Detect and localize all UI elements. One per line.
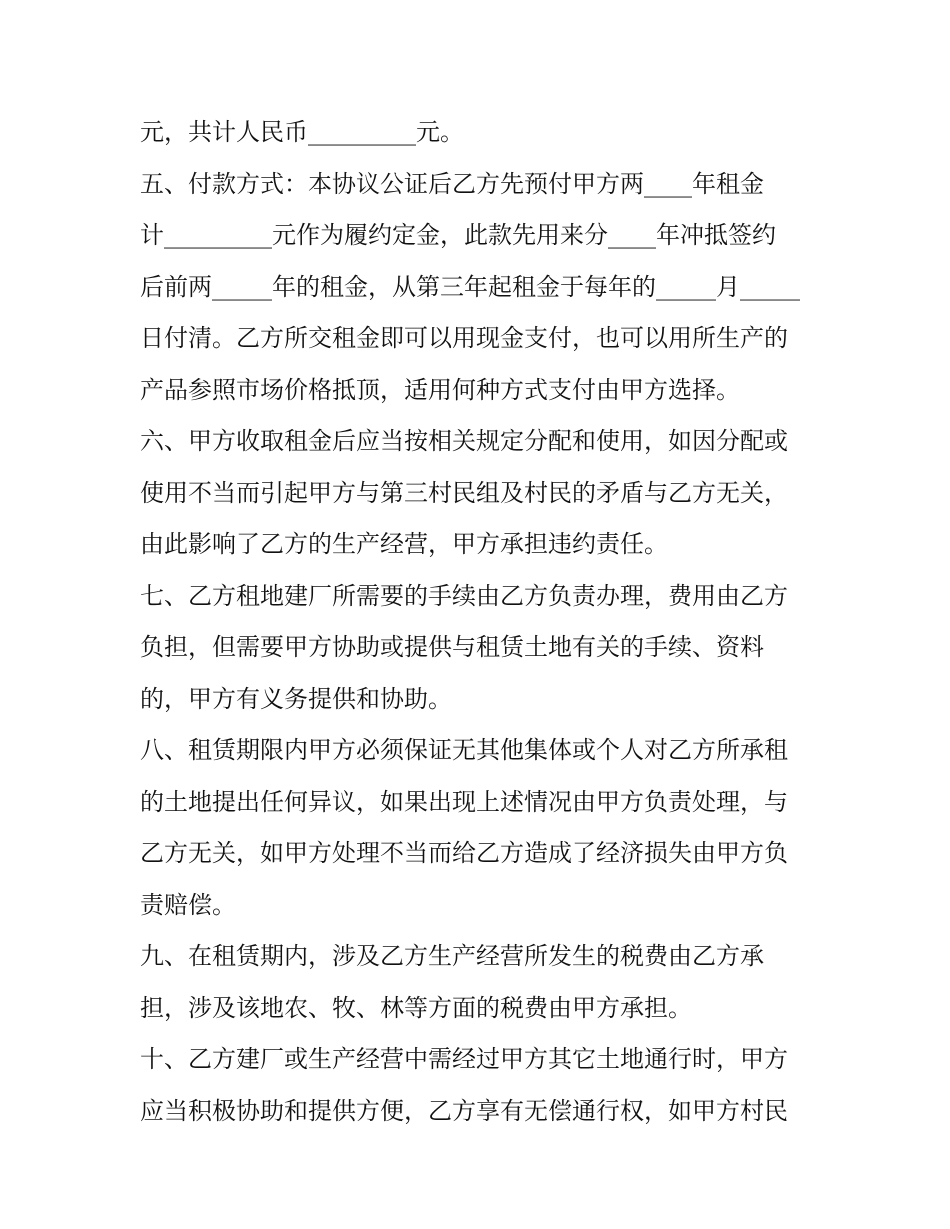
- document-body: [140, 107, 820, 1137]
- text-line: 乙方无关，如甲方处理不当而给乙方造成了经济损失由甲方负: [140, 839, 788, 867]
- text-line: 责赔偿。: [140, 890, 236, 919]
- text-line: 负担，但需要甲方协助或提供与租赁土地有关的手续、资料: [140, 633, 764, 661]
- text-line: 由此影响了乙方的生产经营，甲方承担违约责任。: [140, 530, 668, 558]
- text-line: 后前两_____年的租金，从第三年起租金于每年的_____月_____: [140, 272, 800, 301]
- text-line: 产品参照市场价格抵顶，适用何种方式支付由甲方选择。: [140, 375, 740, 404]
- text-line: 六、甲方收取租金后应当按相关规定分配和使用，如因分配或: [140, 427, 788, 455]
- text-line: 元，共计人民币_________元。: [140, 118, 464, 146]
- text-line: 日付清。乙方所交租金即可以用现金支付，也可以用所生产的: [140, 324, 788, 352]
- text-line: 十、乙方建厂或生产经营中需经过甲方其它土地通行时，甲方: [140, 1045, 788, 1073]
- text-line: 五、付款方式：本协议公证后乙方先预付甲方两____年租金: [140, 169, 764, 198]
- text-line: 七、乙方租地建厂所需要的手续由乙方负责办理，费用由乙方: [140, 581, 788, 610]
- text-line: 九、在租赁期内，涉及乙方生产经营所发生的税费由乙方承: [140, 942, 764, 970]
- text-line: 使用不当而引起甲方与第三村民组及村民的矛盾与乙方无关，: [140, 478, 788, 507]
- text-line: 计_________元作为履约定金，此款先用来分____年冲抵签约: [140, 221, 776, 249]
- text-line: 八、租赁期限内甲方必须保证无其他集体或个人对乙方所承租: [140, 736, 788, 764]
- text-line: 担，涉及该地农、牧、林等方面的税费由甲方承担。: [140, 993, 692, 1022]
- text-line: 应当积极协助和提供方便，乙方享有无偿通行权，如甲方村民: [140, 1096, 788, 1125]
- text-line: 的土地提出任何异议，如果出现上述情况由甲方负责处理，与: [140, 787, 788, 816]
- text-line: 的，甲方有义务提供和协助。: [140, 684, 452, 713]
